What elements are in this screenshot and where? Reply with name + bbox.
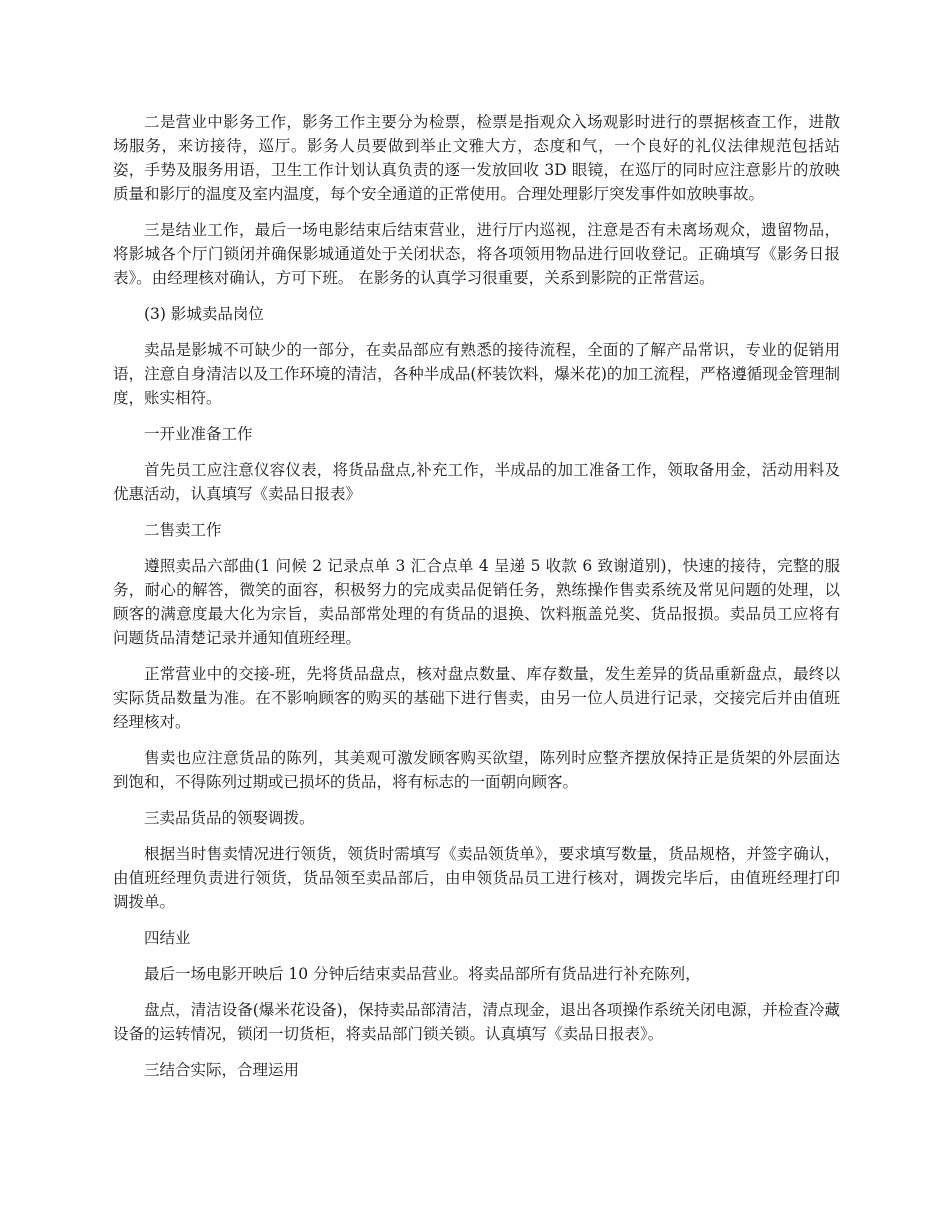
document-body: [113, 110, 840, 1094]
paragraph-sales-steps: 遵照卖品六部曲(1 问候 2 记录点单 3 汇合点单 4 呈递 5 收款 6 致谢道别)，快速的接待，完整的服务，耐心的解答，微笑的面容，积极努力的完成卖品促销任务，熟练操作售卖系统及常见问题的处理，以顾客的满意度最大化为宗旨，卖品部常处理的有货品的退换、饮料瓶盖兑奖、货品报损。卖品员工应将有问题货品清楚记录并通知值班经理。: [113, 557, 840, 647]
paragraph-goods-transfer: 根据当时售卖情况进行领货，领货时需填写《卖品领货单》，要求填写数量，货品规格，并签字确认，由值班经理负责进行领货，货品领至卖品部后，由申领货品员工进行核对，调拨完毕后，由值班经理打印调拨单。: [113, 845, 840, 911]
paragraph-shift-handover: 正常营业中的交接-班，先将货品盘点，核对盘点数量、库存数量，发生差异的货品重新盘点，最终以实际货品数量为准。在不影响顾客的购买的基础下进行售卖，由另一位人员进行记录，交接完后并由值班经理核对。: [113, 665, 840, 731]
paragraph-closing-time: 最后一场电影开映后 10 分钟后结束卖品营业。将卖品部所有货品进行补充陈列，: [144, 965, 701, 983]
subheading-goods-transfer: 三卖品货品的领娶调拨。: [144, 809, 315, 827]
subheading-opening-prep: 一开业准备工作: [144, 425, 253, 443]
paragraph-concessions-intro: 卖品是影城不可缺少的一部分，在卖品部应有熟悉的接待流程，全面的了解产品常识，专业的促销用语，注意自身清洁以及工作环境的清洁，各种半成品(杯装饮料，爆米花)的加工流程，严格遵循现金管理制度，账实相符。: [113, 341, 840, 407]
subheading-practice: 三结合实际，合理运用: [144, 1061, 300, 1079]
section-heading-concessions: (3) 影城卖品岗位: [144, 305, 264, 323]
paragraph-closing-tasks: 盘点，清洁设备(爆米花设备)，保持卖品部清洁，清点现金，退出各项操作系统关闭电源，并检查冷藏设备的运转情况，锁闭一切货柜，将卖品部门锁关锁。认真填写《卖品日报表》。: [113, 1001, 840, 1043]
paragraph-closing-work: 三是结业工作，最后一场电影结束后结束营业，进行厅内巡视，注意是否有未离场观众，遗留物品，将影城各个厅门锁闭并确保影城通道处于关闭状态，将各项领用物品进行回收登记。正确填写《影务日报表》。由经理核对确认，方可下班。 在影务的认真学习很重要，关系到影院的正常营运。: [113, 221, 840, 287]
paragraph-display: 售卖也应注意货品的陈列，其美观可激发顾客购买欲望，陈列时应整齐摆放保持正是货架的外层面达到饱和，不得陈列过期或已损坏的货品，将有标志的一面朝向顾客。: [113, 749, 840, 791]
paragraph-screening-work: 二是营业中影务工作，影务工作主要分为检票，检票是指观众入场观影时进行的票据核查工作，进散场服务，来访接待，巡厅。影务人员要做到举止文雅大方，态度和气，一个良好的礼仪法律规范包括站姿，手势及服务用语，卫生工作计划认真负责的逐一发放回收 3D 眼镜，在巡厅的同时应注意影片的放映质量和影厅的温度及室内温度，每个安全通道的正常使用。合理处理影厅突发事件如放映事故。: [113, 113, 840, 203]
paragraph-opening-prep: 首先员工应注意仪容仪表，将货品盘点,补充工作，半成品的加工准备工作，领取备用金，活动用料及优惠活动，认真填写《卖品日报表》: [113, 461, 840, 503]
subheading-sales-work: 二售卖工作: [144, 521, 222, 539]
subheading-closing: 四结业: [144, 929, 191, 947]
